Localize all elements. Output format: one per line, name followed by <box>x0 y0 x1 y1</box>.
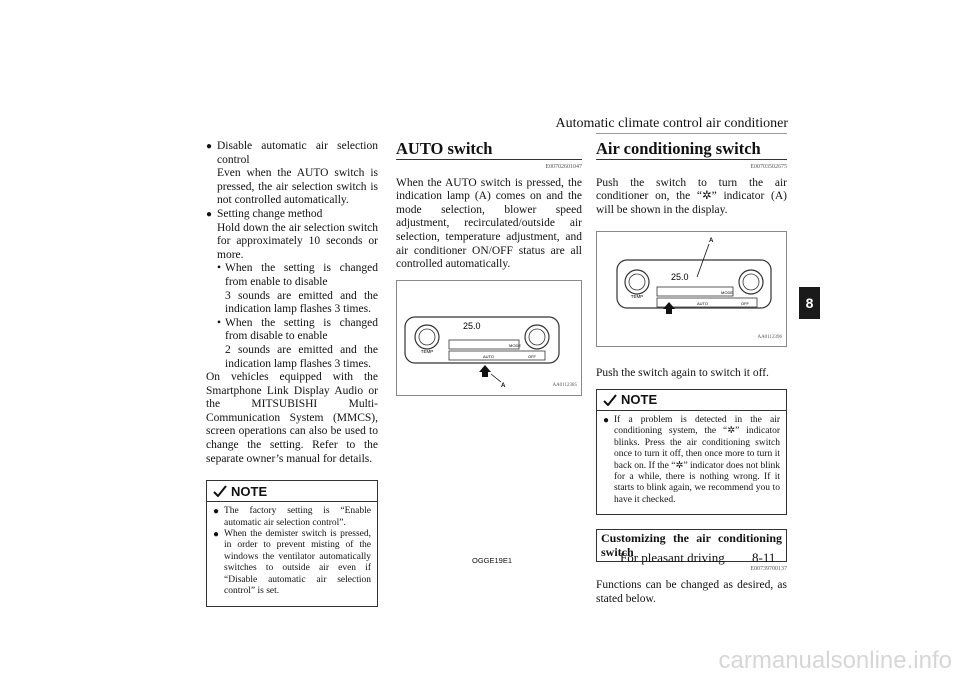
note-icon <box>603 394 617 406</box>
note-item <box>603 415 780 506</box>
control-panel-illustration <box>397 281 583 395</box>
bullet-text: Even when the AUTO switch is pressed, the air selection switch is not controlled automatically. <box>217 167 378 207</box>
paragraph: On vehicles equipped with the Smartphone Link Display Audio or the MITSUBISHI Multi-Communication System (MMCS), screen operations can also be used to change the setting. Refer to the separate owner’s manual for details. <box>206 371 378 465</box>
off-button-label: OFF <box>528 353 536 359</box>
note-header <box>207 481 377 502</box>
paragraph: When the AUTO switch is pressed, the indication lamp (A) comes on and the mode selection, blower speed adjustment, recirculated/outside air selection, temperature adjustment, and air conditioner ON/OFF status are all controlled automatically. <box>396 176 582 271</box>
sub-bullet-text: 2 sounds are emitted and the indication lamp flashes 3 times. <box>225 343 378 370</box>
sub-bullet-title: When the setting is changed from disable to enable <box>225 316 378 343</box>
header-rule <box>596 133 787 134</box>
control-panel-illustration <box>597 232 786 346</box>
ac-indicator-icon: ✲ <box>675 460 684 471</box>
note-label: NOTE <box>621 392 658 408</box>
arrow-icon <box>479 365 491 377</box>
section-heading: Air conditioning switch <box>596 140 787 160</box>
off-button-label: OFF <box>741 301 749 307</box>
note-header <box>597 390 786 411</box>
note-box <box>596 389 787 515</box>
figure-code: AA0112396 <box>757 334 782 340</box>
section-code: E00702601047 <box>545 164 582 170</box>
footer-section-name: For pleasant driving <box>620 550 725 565</box>
note-part: ” indicator does not blink for a while, there is nothing wrong. If it starts to blink again, we recommend you to have it checked. <box>614 460 781 505</box>
control-panel-figure <box>596 231 787 347</box>
temp-display: 25.0 <box>463 320 481 331</box>
arrow-icon <box>663 302 675 314</box>
paragraph: Push the switch again to switch it off. <box>596 367 769 380</box>
note-icon <box>213 485 227 497</box>
bullet-title: ● Setting change method <box>217 207 323 220</box>
auto-button-label: AUTO <box>697 301 709 307</box>
document-code: OGGE19E1 <box>472 556 513 565</box>
temp-display: 25.0 <box>671 272 689 283</box>
paragraph-part: ” indicator (A) will be shown in the display. <box>596 190 787 216</box>
column-2 <box>396 140 582 396</box>
sub-bullet-text: 3 sounds are emitted and the indication lamp flashes 3 times. <box>225 289 378 316</box>
figure-code: AA0112385 <box>552 383 577 389</box>
note-item: ● When the demister switch is pressed, in order to prevent misting of the windows the ventilator automatically switches to outside air even if “Disable automatic air selection control” is set. <box>213 529 371 597</box>
column-1 <box>206 140 378 607</box>
section-code: E00703502675 <box>750 164 787 170</box>
section-code: E00739700137 <box>750 566 787 573</box>
section-heading: AUTO switch <box>396 140 582 160</box>
bullet-item <box>206 208 378 262</box>
sub-bullet <box>206 262 378 289</box>
sub-bullet <box>206 317 378 344</box>
temp-knob-label: TEMP <box>420 348 434 354</box>
figure-label-a: A <box>501 382 506 389</box>
sub-bullet-title: When the setting is changed from enable to disable <box>225 262 378 288</box>
bullet-title: ● Disable automatic air selection control <box>217 140 378 166</box>
mode-button-label: MODE <box>721 290 733 296</box>
auto-button-label: AUTO <box>483 353 495 359</box>
note-label: NOTE <box>231 483 268 499</box>
page-number: 8-11 <box>752 550 776 565</box>
mode-button-label: MODE <box>509 342 521 348</box>
ac-indicator-icon: ✲ <box>702 190 712 203</box>
figure-label-a: A <box>709 238 714 245</box>
page-header: Automatic climate control air conditioner <box>555 116 788 131</box>
note-item: ● The factory setting is “Enable automatic air selection control”. <box>213 506 371 529</box>
column-3 <box>596 140 787 606</box>
watermark: carmanualsonline.info <box>718 647 952 674</box>
temp-knob-label: TEMP <box>630 294 644 300</box>
subsection-heading: Customizing the air conditioning switch <box>596 529 787 562</box>
note-part: If a problem is detected in the air conditioning system, the “ <box>614 414 780 437</box>
paragraph <box>596 177 787 218</box>
paragraph-part: Push the switch to turn the air conditioner on, the “ <box>596 176 787 203</box>
control-panel-figure <box>396 280 582 396</box>
bullet-text: Hold down the air selection switch for approximately 10 seconds or more. <box>217 221 378 261</box>
ac-indicator-icon: ✲ <box>727 426 736 437</box>
paragraph: Functions can be changed as desired, as stated below. <box>596 579 787 605</box>
note-part: ” indicator blinks. Press the air conditioning switch once to turn it off, then once more to turn it back on. If the “ <box>614 426 780 471</box>
section-tab: 8 <box>799 287 820 319</box>
bullet-item <box>206 140 378 208</box>
note-box <box>206 480 378 606</box>
